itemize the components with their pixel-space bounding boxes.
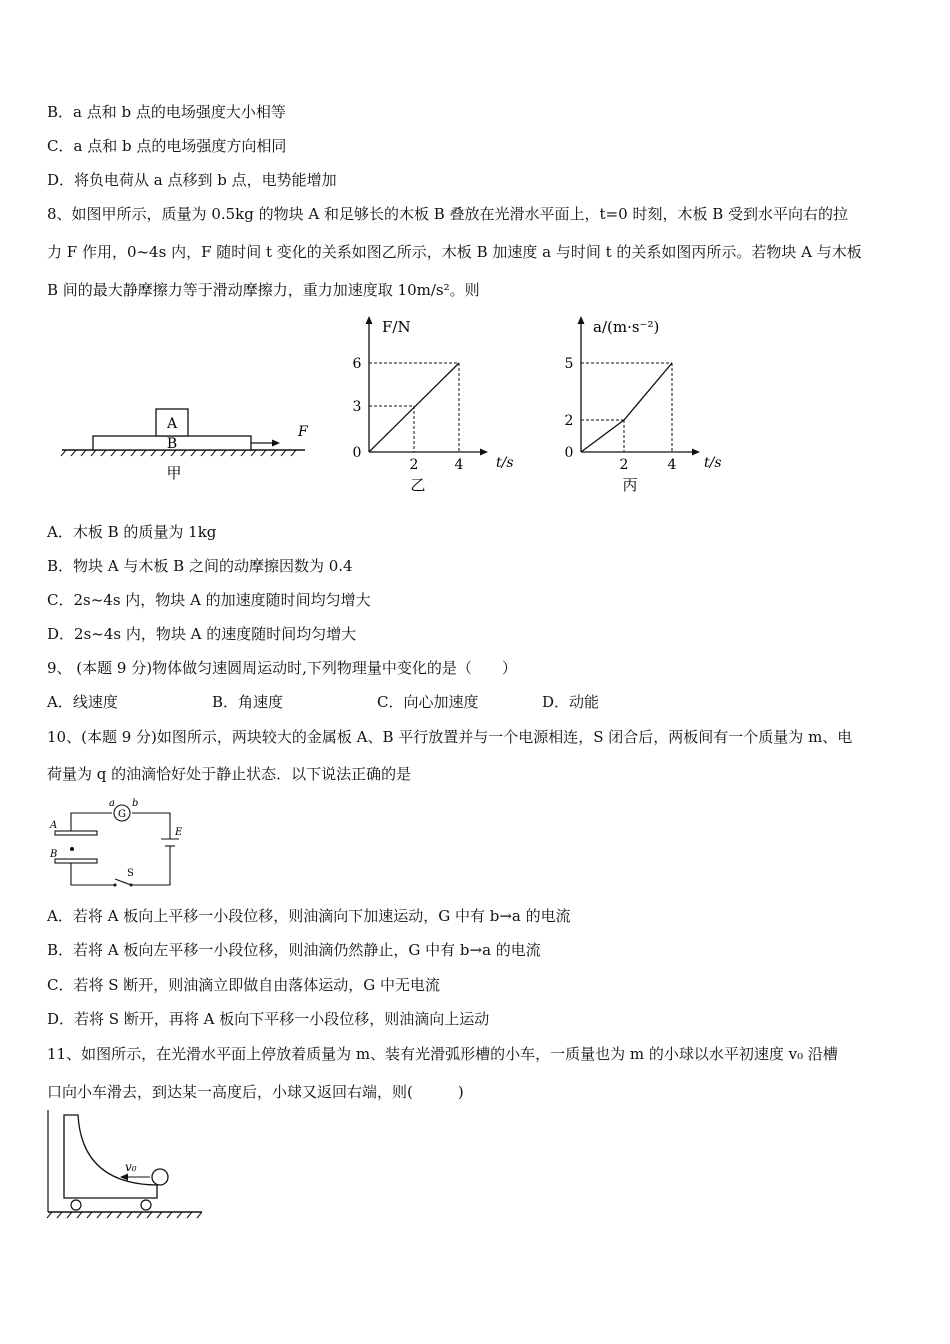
- option-text: 若将 S 断开，再将 A 板向下平移一小段位移，则油滴向上运动: [74, 1010, 490, 1028]
- xlabel: t/s: [704, 455, 722, 471]
- q8-option-b: [47, 556, 353, 576]
- oil-drop: [70, 847, 74, 851]
- xlabel: t/s: [496, 455, 514, 471]
- q10-circuit-figure: [45, 795, 190, 895]
- q8-figure-jia: [60, 400, 320, 490]
- force-label: F: [298, 424, 308, 440]
- meter-label: G: [118, 809, 126, 820]
- plate-a: [55, 831, 97, 835]
- caption-yi: 乙: [410, 476, 426, 494]
- ytick-0: 0: [352, 445, 362, 461]
- option-text: 2s~4s 内，物块 A 的速度随时间均匀增大: [74, 625, 357, 643]
- wheel-left: [71, 1200, 81, 1210]
- ytick-0: 0: [564, 445, 574, 461]
- option-letter: A．: [47, 523, 73, 541]
- ytick-2: 2: [564, 413, 574, 429]
- q7-option-d: [47, 170, 337, 190]
- option-letter: C．: [47, 976, 74, 994]
- option-text: 木板 B 的质量为 1kg: [72, 523, 217, 541]
- ytick-5: 5: [564, 356, 574, 372]
- q8-option-a: [47, 522, 216, 542]
- caption-jia: 甲: [166, 464, 182, 482]
- q7-option-c: [47, 136, 286, 156]
- xtick-2: 2: [409, 457, 419, 473]
- block-a-label: A: [166, 416, 178, 432]
- q8-stem-line1: 8、如图甲所示，质量为 0.5kg 的物块 A 和足够长的木板 B 叠放在光滑水平面上，t=0 时刻，木板 B 受到水平向右的拉: [47, 205, 849, 223]
- node-a-label: a: [109, 798, 115, 809]
- q8-figure-bing: [552, 310, 742, 495]
- ball: [152, 1169, 168, 1185]
- q9-option-c: C．向心加速度: [377, 693, 479, 711]
- source-label: E: [175, 827, 183, 838]
- caption-bing: 丙: [622, 476, 638, 494]
- q10-option-c: [47, 975, 440, 995]
- q10-stem-line2: 荷量为 q 的油滴恰好处于静止状态．以下说法正确的是: [47, 765, 412, 783]
- option-letter: C．: [47, 137, 74, 155]
- plate-b-label: B: [50, 849, 58, 860]
- q8-stem-line3: B 间的最大静摩擦力等于滑动摩擦力，重力加速度取 10m/s²。则: [47, 281, 480, 299]
- q11-cart-figure: [42, 1110, 207, 1220]
- ylabel: F/N: [382, 318, 411, 336]
- option-letter: D．: [47, 625, 75, 643]
- ytick-3: 3: [352, 399, 362, 415]
- option-text: 若将 S 断开，则油滴立即做自由落体运动，G 中无电流: [73, 976, 441, 994]
- q9-option-d: D．动能: [542, 693, 600, 711]
- plate-a-label: A: [50, 820, 58, 831]
- option-text: 若将 A 板向左平移一小段位移，则油滴仍然静止，G 中有 b→a 的电流: [73, 941, 541, 959]
- q8-figure-yi: [340, 310, 520, 495]
- cart-body: [64, 1115, 157, 1198]
- option-letter: D．: [47, 171, 75, 189]
- option-text: 将负电荷从 a 点移到 b 点，电势能增加: [74, 171, 337, 189]
- option-letter: D．: [47, 1010, 75, 1028]
- q10-option-a: [47, 906, 571, 926]
- option-letter: B．: [47, 557, 74, 575]
- q8-stem-line2: 力 F 作用，0~4s 内，F 随时间 t 变化的关系如图乙所示，木板 B 加速度 a 与时间 t 的关系如图丙所示。若物块 A 与木板: [47, 243, 862, 261]
- option-letter: A．: [47, 907, 73, 925]
- xtick-4: 4: [454, 457, 464, 473]
- ytick-6: 6: [352, 356, 362, 372]
- q9-option-b: B．角速度: [212, 693, 284, 711]
- option-text: a 点和 b 点的电场强度大小相等: [73, 103, 286, 121]
- q8-option-c: [47, 590, 371, 610]
- q8-option-d: [47, 624, 356, 644]
- q10-stem-line1: 10、(本题 9 分)如图所示，两块较大的金属板 A、B 平行放置并与一个电源相连，S 闭合后，两板间有一个质量为 m、电: [47, 728, 853, 746]
- board-b-label: B: [166, 436, 178, 452]
- q7-option-b: [47, 102, 286, 122]
- xtick-2: 2: [619, 457, 629, 473]
- q9-options: [47, 692, 599, 712]
- option-letter: B．: [47, 941, 74, 959]
- option-text: 物块 A 与木板 B 之间的动摩擦因数为 0.4: [73, 557, 353, 575]
- velocity-label: v₀: [125, 1160, 137, 1174]
- plate-b: [55, 859, 97, 863]
- option-letter: C．: [47, 591, 74, 609]
- node-b-label: b: [132, 798, 139, 809]
- q11-stem-line1: 11、如图所示，在光滑水平面上停放着质量为 m、装有光滑弧形槽的小车，一质量也为 m 的小球以水平初速度 v₀ 沿槽: [47, 1045, 838, 1063]
- q10-option-d: [47, 1009, 489, 1029]
- q11-stem-line2: 口向小车滑去，到达某一高度后，小球又返回右端，则( ): [47, 1083, 464, 1101]
- option-text: a 点和 b 点的电场强度方向相同: [73, 137, 287, 155]
- option-text: 2s~4s 内，物块 A 的加速度随时间均匀增大: [73, 591, 371, 609]
- wheel-right: [141, 1200, 151, 1210]
- guide-lines: [581, 363, 672, 452]
- option-text: 若将 A 板向上平移一小段位移，则油滴向下加速运动，G 中有 b→a 的电流: [72, 907, 571, 925]
- xtick-4: 4: [667, 457, 677, 473]
- switch-s: [115, 879, 131, 885]
- switch-label: S: [127, 868, 134, 879]
- option-letter: B．: [47, 103, 74, 121]
- ylabel: a/(m·s⁻²): [593, 318, 660, 336]
- acceleration-line: [581, 363, 672, 452]
- q10-option-b: [47, 940, 541, 960]
- q9-option-a: A．线速度: [47, 693, 118, 711]
- q9-stem: 9、 (本题 9 分)物体做匀速圆周运动时,下列物理量中变化的是（ ）: [47, 659, 517, 677]
